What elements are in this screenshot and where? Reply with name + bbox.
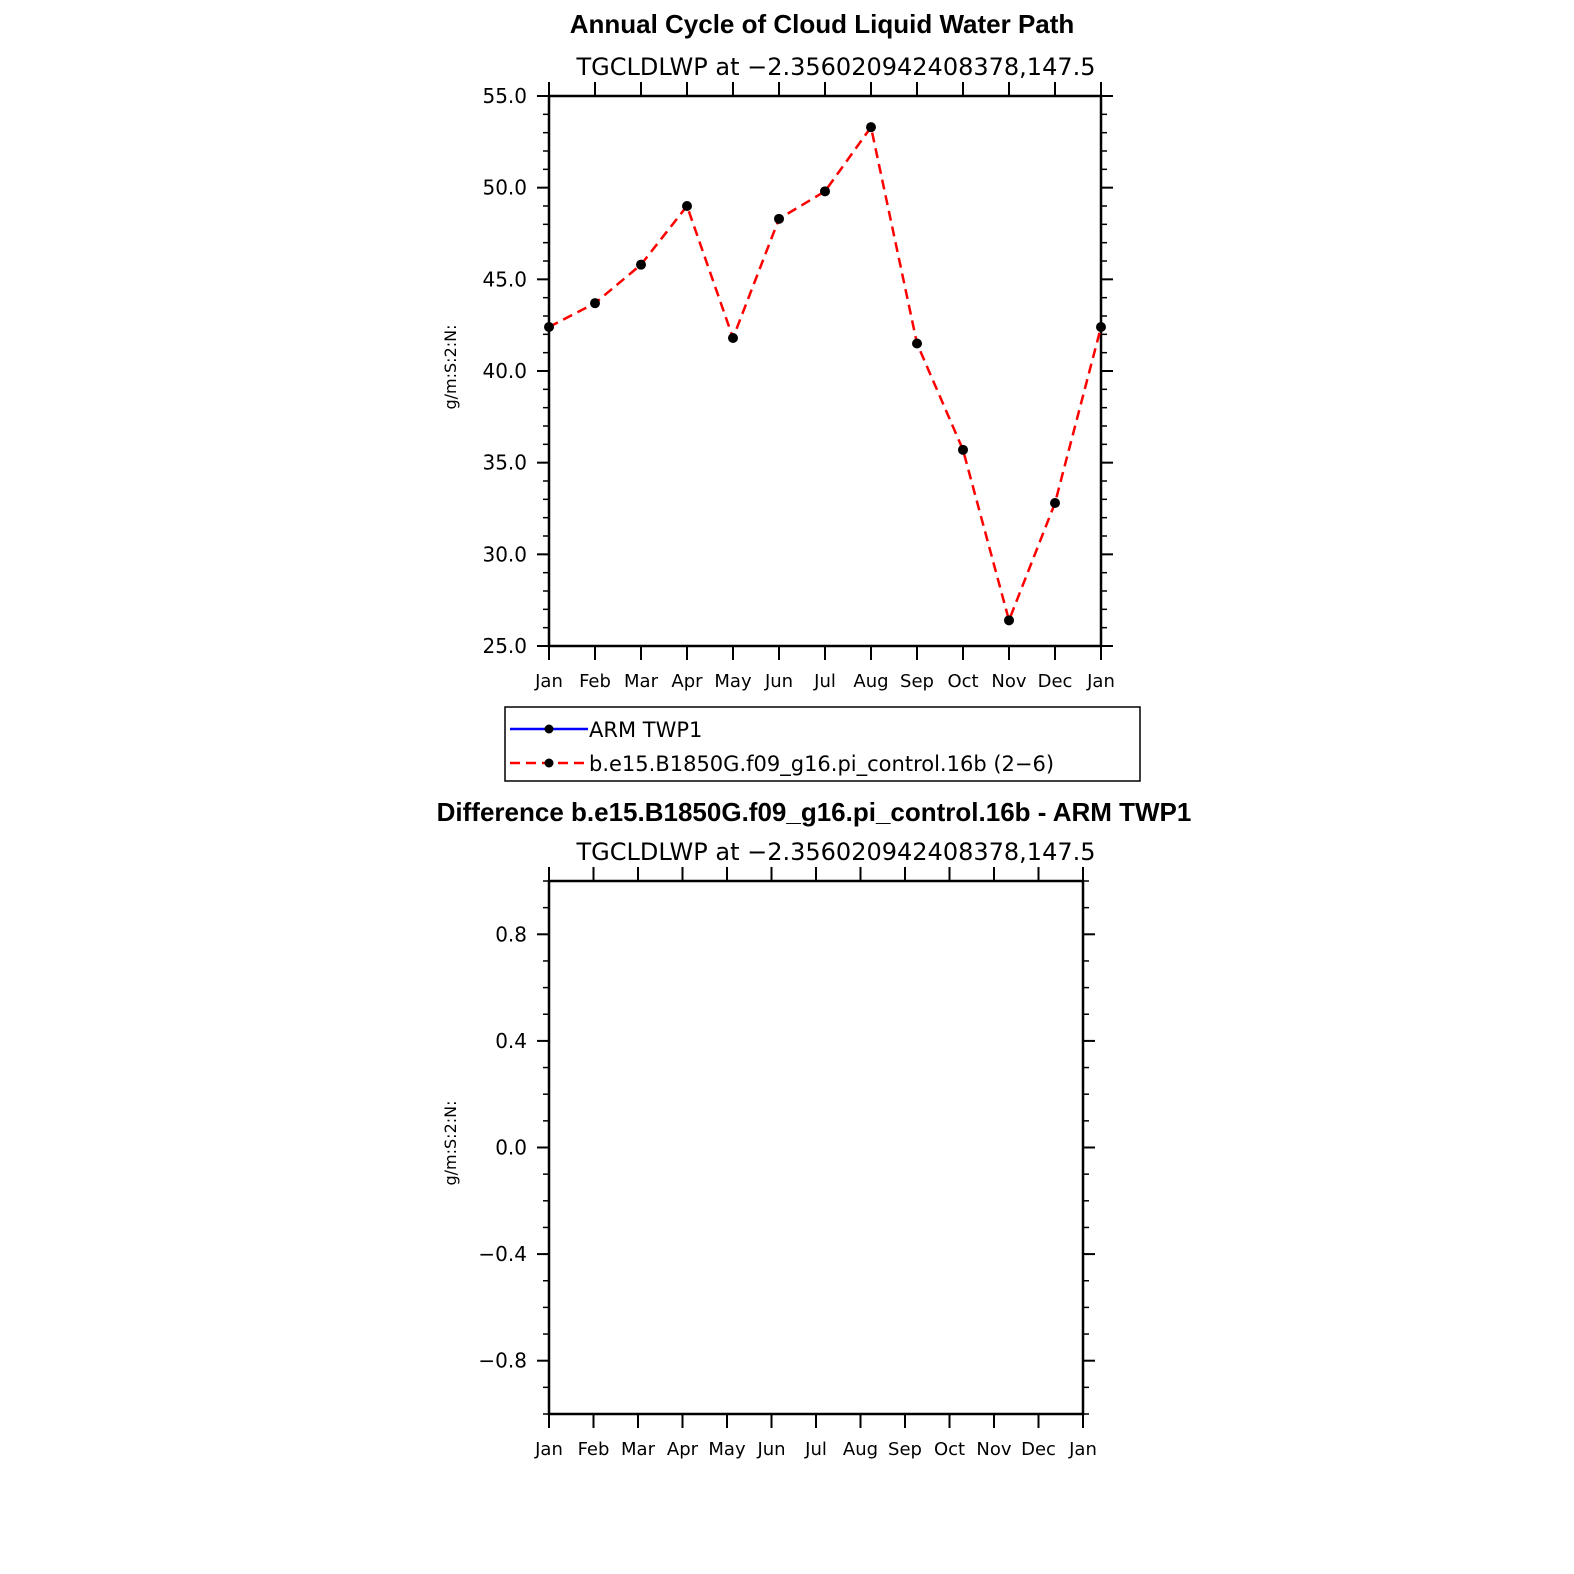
chart-difference <box>437 797 1192 1460</box>
y-tick-label: 35.0 <box>482 450 527 475</box>
x-tick-label: Apr <box>671 671 703 692</box>
x-tick-label: Oct <box>933 1439 966 1460</box>
x-tick-label: Nov <box>991 671 1027 692</box>
x-tick-label: Jul <box>814 671 836 692</box>
y-tick-label: 40.0 <box>482 359 527 383</box>
data-point <box>728 333 738 343</box>
legend-label-model: b.e15.B1850G.f09_g16.pi_control.16b (2−6) <box>589 752 1055 776</box>
legend-label-arm-twp1: ARM TWP1 <box>589 718 703 742</box>
chart-title: Difference b.e15.B1850G.f09_g16.pi_control.16b - ARM TWP1 <box>436 797 1192 827</box>
legend-marker-arm-twp1 <box>545 725 554 734</box>
x-tick-label: Mar <box>624 671 658 692</box>
x-tick-label: Aug <box>853 671 889 692</box>
x-tick-label: Jan <box>1069 1439 1097 1460</box>
x-tick-label: Mar <box>621 1439 655 1460</box>
chart-annual-cycle <box>441 9 1115 692</box>
plot-border <box>549 96 1101 646</box>
y-tick-label: −0.8 <box>478 1348 527 1373</box>
y-tick-label: 50.0 <box>482 175 527 200</box>
data-point <box>636 260 646 270</box>
data-point <box>1004 615 1014 625</box>
data-point <box>1096 322 1106 332</box>
plot-frame <box>549 96 1101 646</box>
y-tick-label: 45.0 <box>482 267 527 292</box>
x-tick-label: Jan <box>535 1439 563 1460</box>
y-tick-label: 0.8 <box>495 922 527 947</box>
x-tick-label: Jun <box>764 671 794 692</box>
x-tick-label: Dec <box>1021 1439 1056 1460</box>
x-tick-label: Jul <box>805 1439 827 1460</box>
y-tick-label: 55.0 <box>482 84 527 108</box>
x-tick-label: Jun <box>757 1439 786 1460</box>
x-axis <box>534 867 1097 1460</box>
x-tick-label: May <box>714 671 752 692</box>
data-point <box>912 339 922 349</box>
y-tick-label: 0.0 <box>495 1135 527 1160</box>
data-point <box>544 322 554 332</box>
series-line <box>549 127 1101 620</box>
x-tick-label: Oct <box>947 671 979 692</box>
data-series <box>544 122 1106 625</box>
x-axis <box>534 82 1115 692</box>
data-point <box>866 122 876 132</box>
y-tick-label: 25.0 <box>482 634 527 658</box>
x-tick-label: Sep <box>888 1439 922 1460</box>
y-tick-label: 0.4 <box>495 1028 527 1053</box>
x-tick-label: Dec <box>1037 671 1073 692</box>
data-point <box>682 201 692 211</box>
x-tick-label: Aug <box>842 1439 879 1460</box>
y-tick-label: 30.0 <box>482 542 527 567</box>
plot-border <box>549 881 1083 1414</box>
data-point <box>590 298 600 308</box>
chart-subtitle: TGCLDLWP at −2.356020942408378,147.5 <box>576 53 1096 81</box>
data-point <box>958 445 968 455</box>
y-tick-label: −0.4 <box>478 1242 527 1267</box>
x-tick-label: Nov <box>976 1439 1012 1460</box>
data-point <box>820 186 830 196</box>
chart-title: Annual Cycle of Cloud Liquid Water Path <box>569 9 1075 39</box>
plot-frame <box>549 881 1083 1414</box>
legend-marker-model <box>545 759 554 768</box>
data-point <box>774 214 784 224</box>
x-tick-label: Jan <box>1087 671 1115 692</box>
x-tick-label: Feb <box>577 1439 610 1460</box>
data-point <box>1050 498 1060 508</box>
legend <box>505 707 1140 781</box>
x-tick-label: Jan <box>535 671 563 692</box>
y-axis <box>482 84 1113 658</box>
chart-subtitle: TGCLDLWP at −2.356020942408378,147.5 <box>576 838 1096 866</box>
y-axis-label: g/m:S:2:N: <box>441 1100 460 1186</box>
y-axis-label: g/m:S:2:N: <box>441 324 460 410</box>
y-axis <box>478 881 1095 1414</box>
x-tick-label: May <box>708 1439 746 1460</box>
x-tick-label: Apr <box>666 1439 699 1460</box>
x-tick-label: Feb <box>579 671 611 692</box>
x-tick-label: Sep <box>900 671 934 692</box>
